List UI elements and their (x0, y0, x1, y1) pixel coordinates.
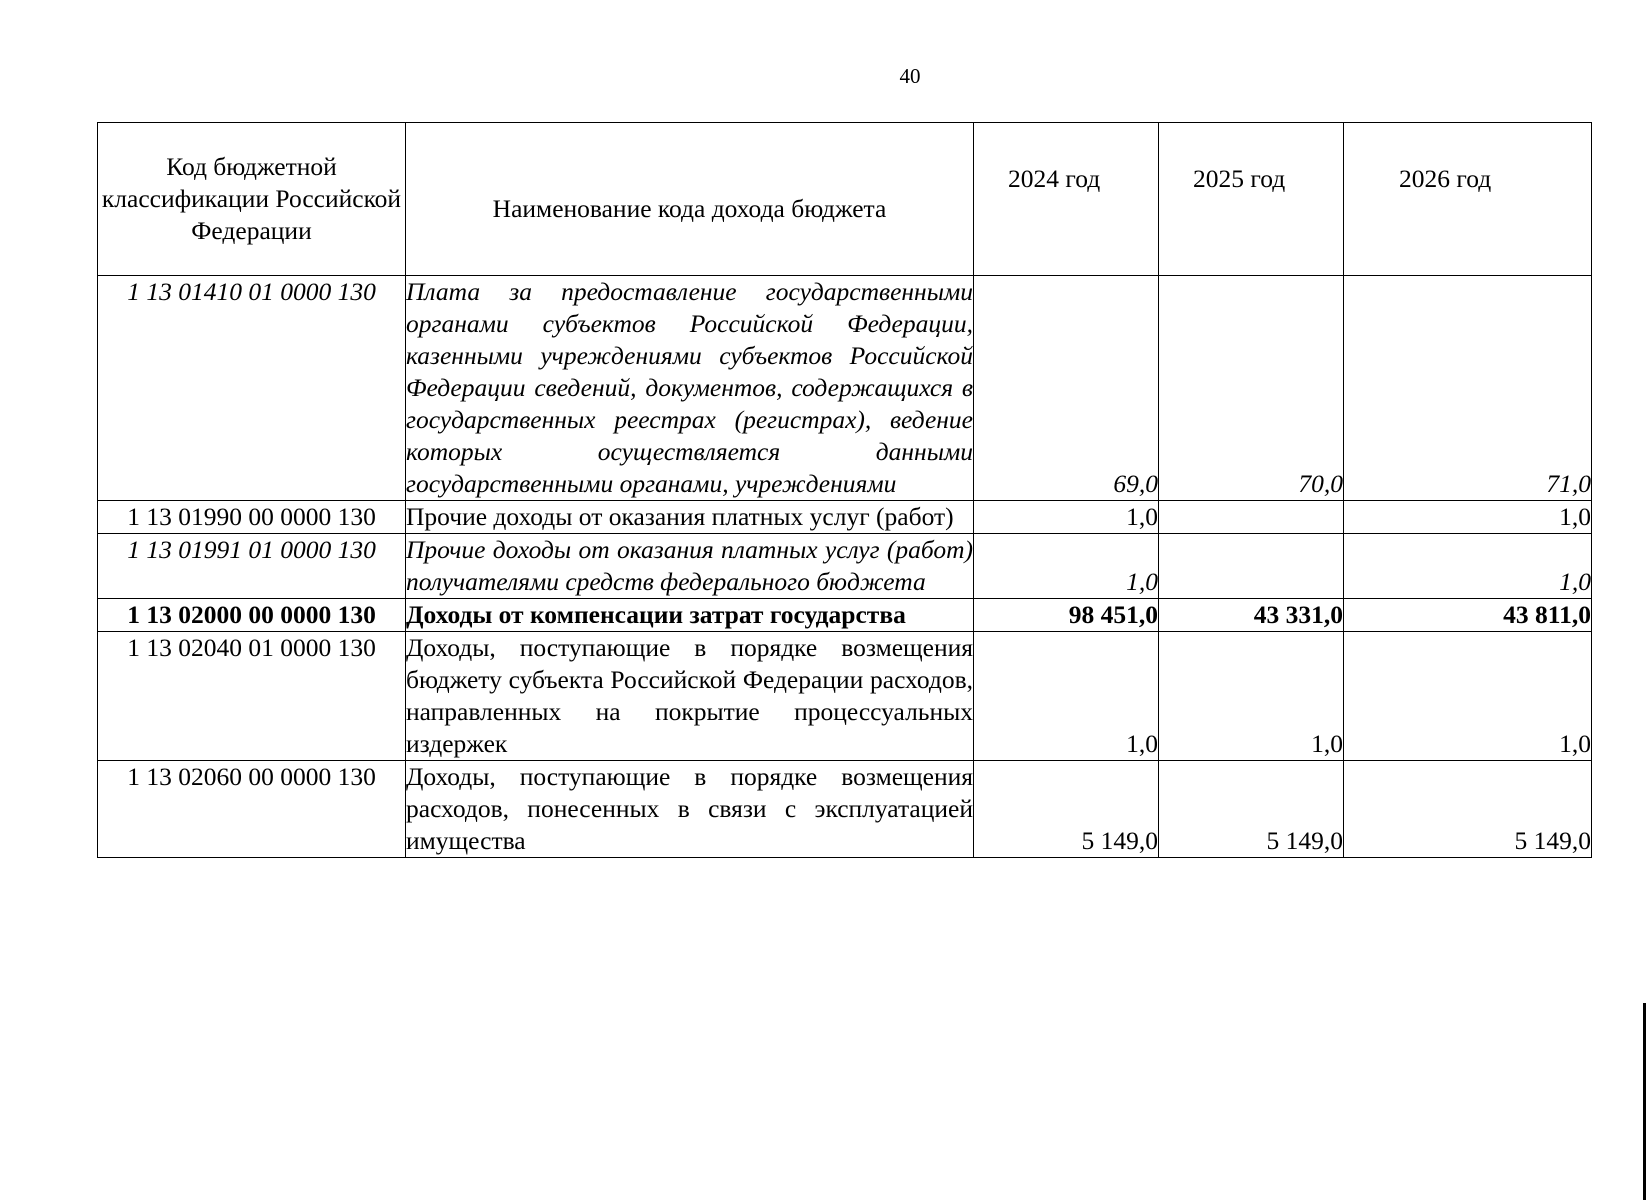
row-value-2025: 43 331,0 (1159, 599, 1344, 632)
header-2025: 2025 год (1159, 123, 1344, 276)
row-code: 1 13 01991 01 0000 130 (98, 534, 406, 599)
row-value-2025: 5 149,0 (1159, 761, 1344, 858)
row-value-2026: 1,0 (1344, 501, 1592, 534)
header-name: Наименование кода дохода бюджета (406, 123, 974, 276)
budget-revenue-table (97, 122, 1592, 858)
header-2026: 2026 год (1344, 123, 1592, 276)
row-name: Доходы от компенсации затрат государства (406, 599, 974, 632)
row-name: Прочие доходы от оказания платных услуг (работ) (406, 501, 974, 534)
scan-edge-line (1643, 1003, 1646, 1200)
row-code: 1 13 02000 00 0000 130 (98, 599, 406, 632)
row-value-2026: 1,0 (1344, 632, 1592, 761)
row-value-2024: 5 149,0 (974, 761, 1159, 858)
row-name: Доходы, поступающие в порядке возмещения расходов, понесенных в связи с эксплуатацией имущества (406, 761, 974, 858)
table-row (98, 501, 1592, 534)
row-value-2025 (1159, 501, 1344, 534)
header-2024: 2024 год (974, 123, 1159, 276)
row-name: Доходы, поступающие в порядке возмещения бюджету субъекта Российской Федерации расходов, направленных на покрытие процессуальных издержек (406, 632, 974, 761)
row-code: 1 13 01990 00 0000 130 (98, 501, 406, 534)
row-value-2026: 71,0 (1344, 276, 1592, 501)
table-header-row (98, 123, 1592, 276)
row-value-2025: 70,0 (1159, 276, 1344, 501)
row-value-2026: 1,0 (1344, 534, 1592, 599)
table-row (98, 534, 1592, 599)
row-value-2024: 1,0 (974, 534, 1159, 599)
table-row (98, 599, 1592, 632)
page-number: 40 (899, 64, 921, 88)
row-value-2024: 98 451,0 (974, 599, 1159, 632)
row-value-2026: 43 811,0 (1344, 599, 1592, 632)
row-value-2024: 69,0 (974, 276, 1159, 501)
table-row (98, 276, 1592, 501)
row-value-2026: 5 149,0 (1344, 761, 1592, 858)
row-value-2025: 1,0 (1159, 632, 1344, 761)
table-row (98, 761, 1592, 858)
row-name: Плата за предоставление государственными органами субъектов Российской Федерации, казенными учреждениями субъектов Российской Федерации сведений, документов, содержащихся в государственных реестрах (регистрах), ведение которых осуществляется данными государственными органами, учреждениями (406, 276, 974, 501)
header-code: Код бюджетной классификации Российской Федерации (98, 123, 406, 276)
row-code: 1 13 01410 01 0000 130 (98, 276, 406, 501)
row-value-2024: 1,0 (974, 501, 1159, 534)
row-name: Прочие доходы от оказания платных услуг (работ) получателями средств федерального бюджета (406, 534, 974, 599)
row-code: 1 13 02040 01 0000 130 (98, 632, 406, 761)
table-row (98, 632, 1592, 761)
row-value-2025 (1159, 534, 1344, 599)
row-value-2024: 1,0 (974, 632, 1159, 761)
row-code: 1 13 02060 00 0000 130 (98, 761, 406, 858)
